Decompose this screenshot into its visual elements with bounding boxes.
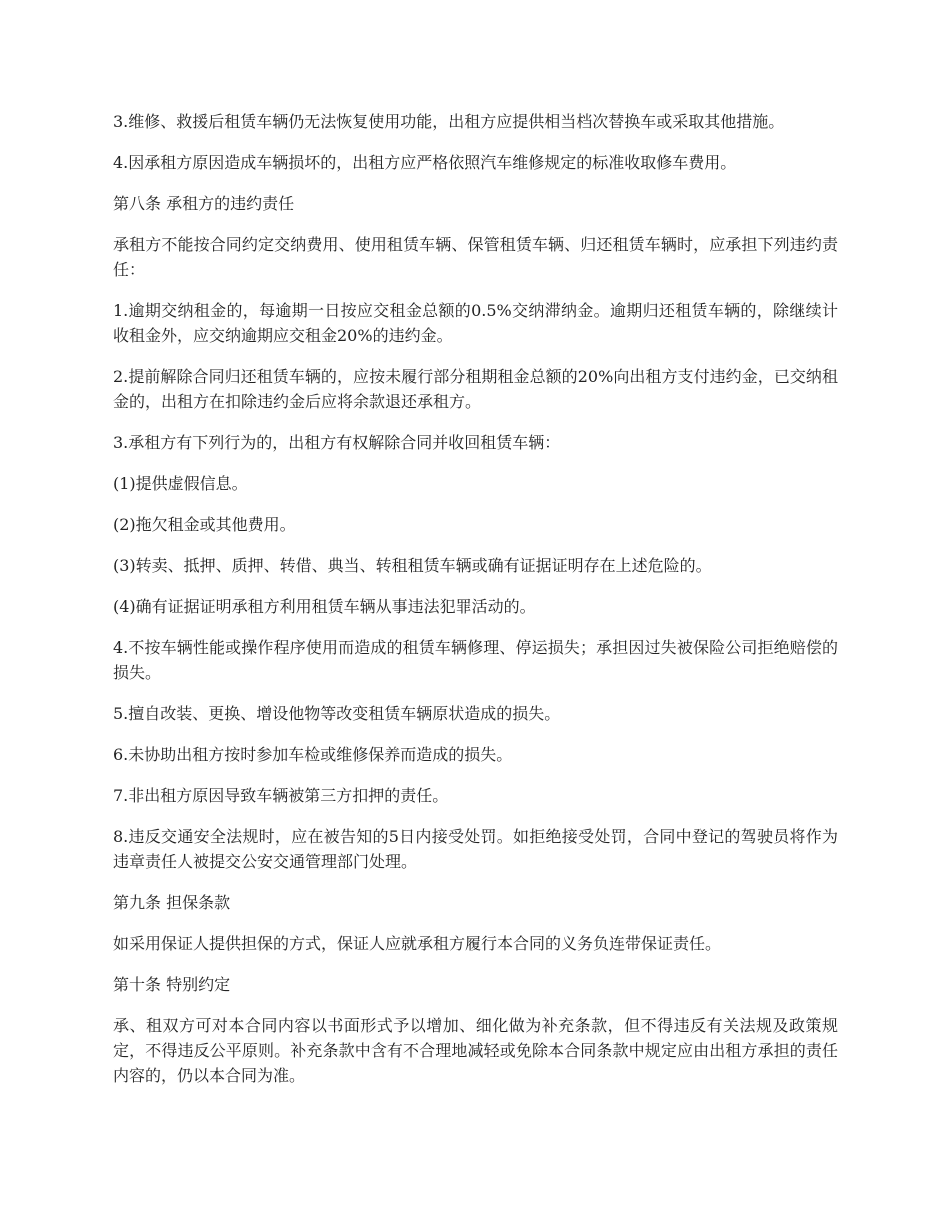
paragraph-repair-fees: 4.因承租方原因造成车辆损坏的，出租方应严格依照汽车维修规定的标准收取修车费用。 (113, 153, 737, 172)
paragraph-traffic-violation: 8.违反交通安全法规时，应在被告知的5日内接受处罚。如拒绝接受处罚，合同中登记的驾驶员将作为违章责任人被提交公安交通管理部门处理。 (113, 827, 838, 871)
paragraph-unauthorized-modification: 5.擅自改装、更换、增设他物等改变租赁车辆原状造成的损失。 (113, 704, 561, 723)
paragraph-special-agreement: 承、租双方可对本合同内容以书面形式予以增加、细化做为补充条款，但不得违反有关法规及政策规定，不得违反公平原则。补充条款中含有不合理地减轻或免除本合同条款中规定应由出租方承担的责任内容的，仍以本合同为准。 (113, 1016, 838, 1085)
article-9-heading: 第九条 担保条款 (113, 893, 231, 912)
list-item-illegal-use: (4)确有证据证明承租方利用租赁车辆从事违法犯罪活动的。 (113, 597, 536, 616)
paragraph-repair-replacement: 3.维修、救援后租赁车辆仍无法恢复使用功能，出租方应提供相当档次替换车或采取其他措施。 (113, 112, 785, 131)
article-10-heading: 第十条 特别约定 (113, 975, 231, 994)
paragraph-early-termination: 2.提前解除合同归还租赁车辆的，应按未履行部分租期租金总额的20%向出租方支付违约金，已交纳租金的，出租方在扣除违约金后应将余款退还承租方。 (113, 367, 838, 411)
paragraph-lessee-liability-intro: 承租方不能按合同约定交纳费用、使用租赁车辆、保管租赁车辆、归还租赁车辆时，应承担下列违约责任： (113, 235, 838, 279)
paragraph-termination-rights: 3.承租方有下列行为的，出租方有权解除合同并收回租赁车辆： (113, 433, 561, 452)
paragraph-inspection-loss: 6.未协助出租方按时参加车检或维修保养而造成的损失。 (113, 745, 513, 764)
paragraph-guarantee: 如采用保证人提供担保的方式，保证人应就承租方履行本合同的义务负连带保证责任。 (113, 934, 722, 953)
list-item-arrears: (2)拖欠租金或其他费用。 (113, 515, 296, 534)
document-page (113, 109, 838, 1104)
paragraph-late-payment: 1.逾期交纳租金的，每逾期一日按应交租金总额的0.5%交纳滞纳金。逾期归还租赁车辆的，除继续计收租金外，应交纳逾期应交租金20%的违约金。 (113, 301, 838, 345)
paragraph-third-party-seizure: 7.非出租方原因导致车辆被第三方扣押的责任。 (113, 786, 449, 805)
list-item-false-info: (1)提供虚假信息。 (113, 474, 248, 493)
article-8-heading: 第八条 承租方的违约责任 (113, 194, 295, 213)
list-item-transfer-risk: (3)转卖、抵押、质押、转借、典当、转租租赁车辆或确有证据证明存在上述危险的。 (113, 556, 712, 575)
paragraph-improper-operation: 4.不按车辆性能或操作程序使用而造成的租赁车辆修理、停运损失；承担因过失被保险公司拒绝赔偿的损失。 (113, 638, 838, 682)
